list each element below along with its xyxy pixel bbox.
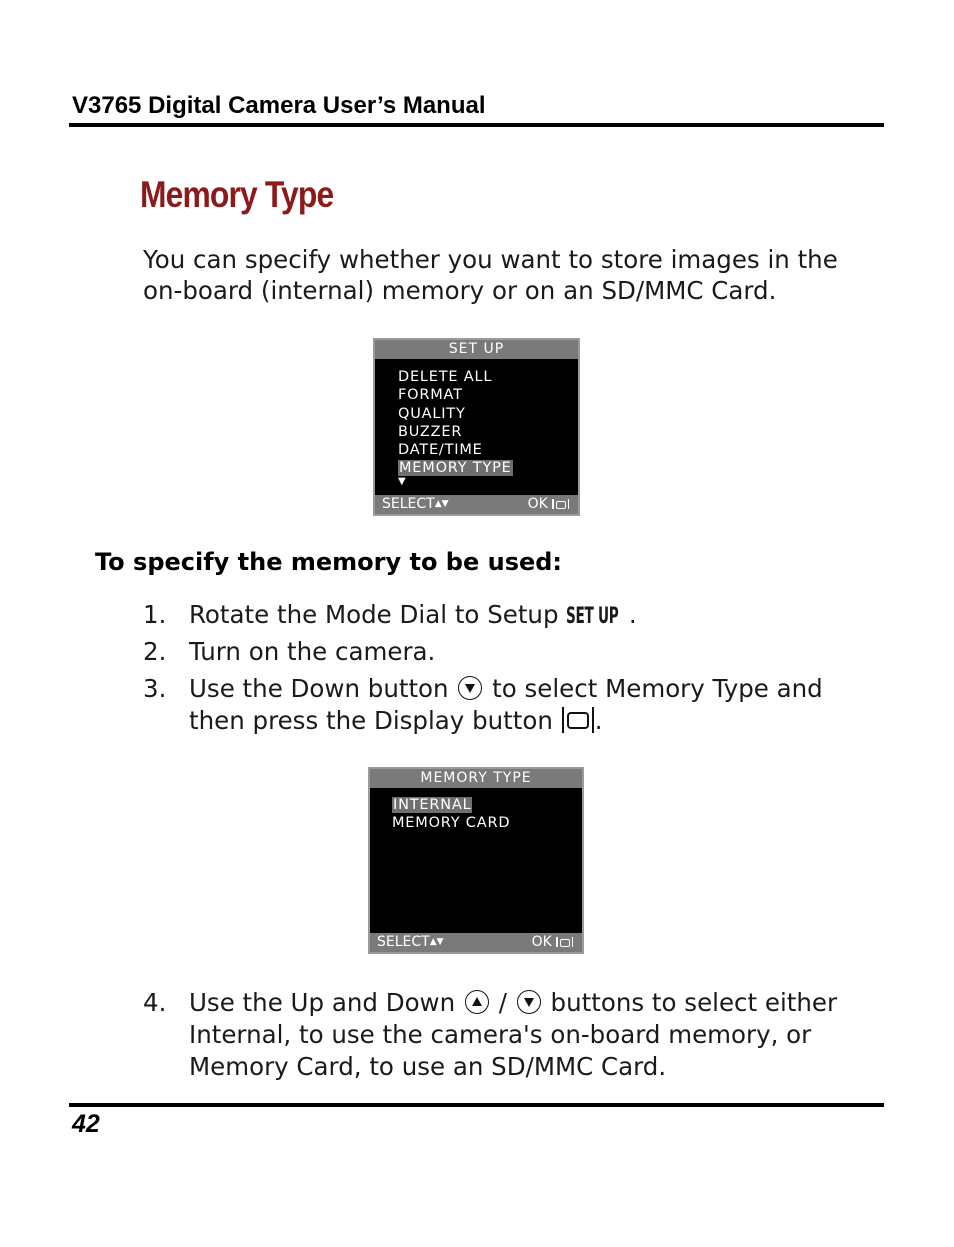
menu-item-internal: INTERNAL [393,797,472,813]
display-icon [556,501,566,509]
footer-select-hint: SELECT▲▼ [377,934,444,950]
footer-rule [69,1103,884,1107]
memory-type-footer [370,933,582,952]
menu-item-delete-all: DELETE ALL [398,369,493,385]
menu-item-quality: QUALITY [398,405,466,422]
header-title: V3765 Digital Camera User’s Manual [72,92,486,119]
up-down-arrows-icon: ▲▼ [429,937,444,947]
setup-menu-list [398,368,513,478]
intro-paragraph: You can specify whether you want to store images in the on-board (internal) memory or on an SD/MMC Card. [143,245,838,305]
setup-menu-footer [375,495,578,514]
page-number: 42 [72,1110,100,1138]
display-icon-left [552,499,553,509]
up-button-icon [465,990,489,1014]
menu-item-date-time: DATE/TIME [398,442,483,459]
footer-ok-hint: OK [532,933,573,952]
header-rule [69,123,884,127]
menu-item-memory-card: MEMORY CARD [392,815,511,832]
display-icon-left [556,937,557,947]
instructions-subheading: To specify the memory to be used: [95,548,563,576]
memory-type-title: MEMORY TYPE [370,769,582,788]
setup-menu-title: SET UP [375,340,578,359]
down-button-icon [517,990,541,1014]
more-items-arrow-icon: ▼ [398,476,406,487]
memory-type-screen [368,767,584,954]
menu-item-format: FORMAT [398,387,463,404]
footer-select-hint: SELECT▲▼ [382,496,449,512]
memory-type-list [392,796,510,833]
setup-mode-icon: SET UP [566,604,619,629]
display-icon [560,939,570,947]
display-icon-right [568,499,569,509]
up-down-arrows-icon: ▲▼ [434,499,449,509]
footer-ok-hint: OK [528,495,569,514]
display-button-icon [562,707,594,733]
setup-menu-screen [373,338,580,516]
display-icon-right [572,937,573,947]
down-button-icon [458,676,482,700]
menu-item-memory-type: MEMORY TYPE [399,460,512,477]
menu-item-buzzer: BUZZER [398,423,463,440]
section-title: Memory Type [140,174,334,215]
